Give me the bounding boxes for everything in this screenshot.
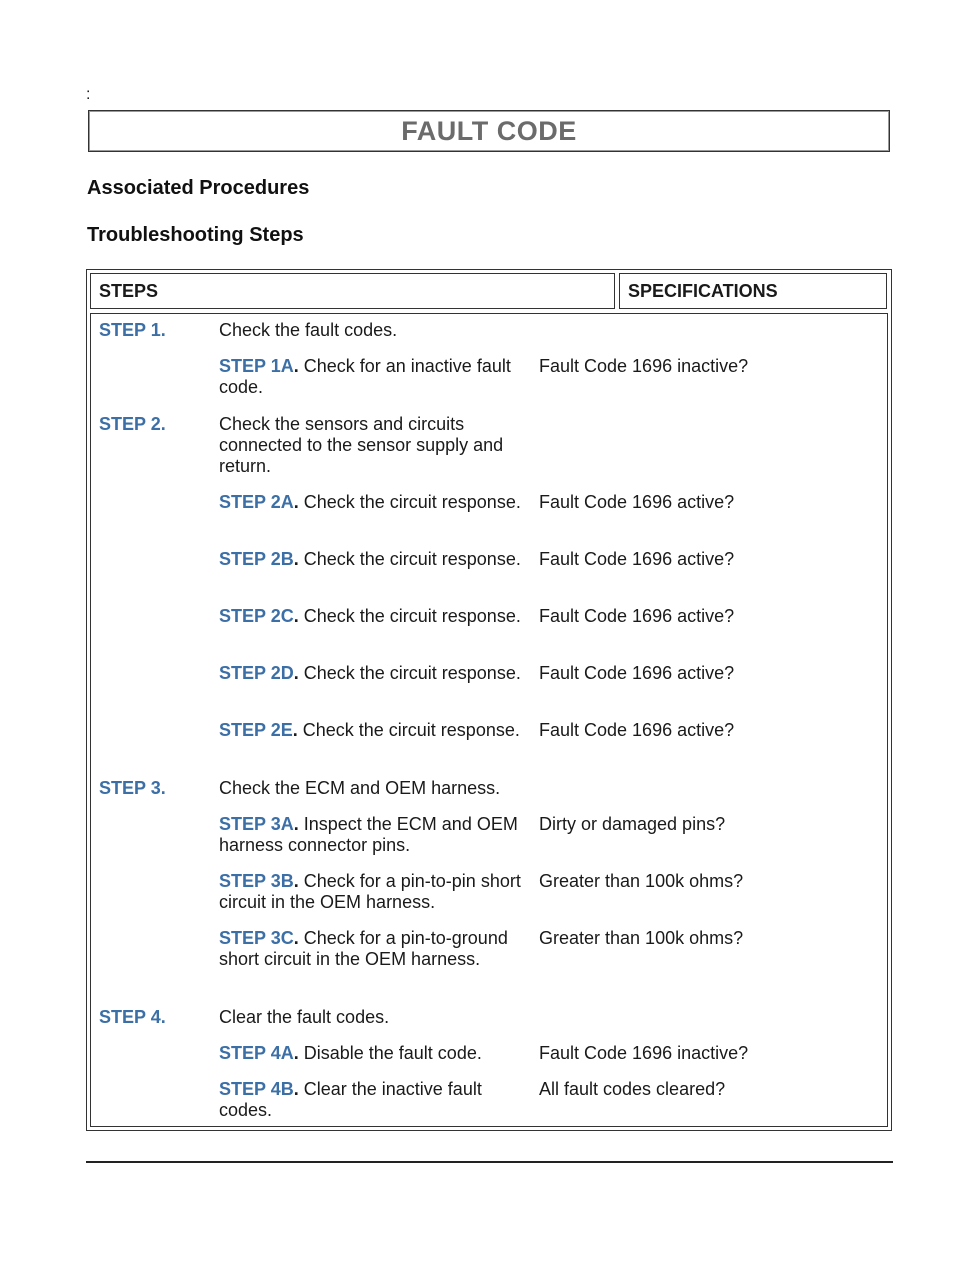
specifications-column-header: SPECIFICATIONS [619, 273, 887, 309]
substep-description: Check for a pin-to-ground short circuit in the OEM harness. [219, 928, 508, 969]
specification-text: Fault Code 1696 active? [539, 492, 735, 512]
substep-description: Check the circuit response. [302, 720, 520, 740]
step-text: STEP 2B. Check the circuit response. [219, 549, 521, 569]
title-box [88, 110, 890, 152]
substep-id: STEP 2C [219, 606, 294, 626]
substep-id: STEP 2A [219, 492, 294, 512]
substep-description: Check the circuit response. [303, 492, 521, 512]
specification-text: Greater than 100k ohms? [539, 871, 744, 891]
substep-id: STEP 1A [219, 356, 294, 376]
steps-column-header: STEPS [90, 273, 615, 309]
substep-description: Check for a pin-to-pin short circuit in the OEM harness. [219, 871, 521, 912]
step-text: Check the ECM and OEM harness. [219, 778, 501, 798]
step-id: STEP 1. [99, 320, 166, 340]
substep-id: STEP 3B [219, 871, 294, 891]
substep-id: STEP 2E [219, 720, 293, 740]
step-text: Check the sensors and circuits connected to the sensor supply and return. [219, 414, 504, 476]
specification-text: Fault Code 1696 active? [539, 549, 735, 569]
substep-id: STEP 2D [219, 663, 294, 683]
substep-id: STEP 2B [219, 549, 294, 569]
substep-description: Disable the fault code. [303, 1043, 482, 1063]
substep-description: Clear the inactive fault codes. [219, 1079, 482, 1120]
substep-description: Check the circuit response. [303, 606, 521, 626]
step-text: STEP 2C. Check the circuit response. [219, 606, 521, 626]
step-text: STEP 1A. Check for an inactive fault code. [219, 356, 511, 397]
associated-procedures-heading: Associated Procedures [87, 177, 310, 199]
substep-id: STEP 3A [219, 814, 294, 834]
substep-description: Check the circuit response. [303, 549, 521, 569]
step-id: STEP 3. [99, 778, 166, 798]
specification-text: Fault Code 1696 inactive? [539, 356, 749, 376]
substep-id: STEP 4B [219, 1079, 294, 1099]
step-id: STEP 4. [99, 1007, 166, 1027]
specification-text: Fault Code 1696 active? [539, 606, 735, 626]
specification-text: Fault Code 1696 active? [539, 720, 735, 740]
step-text: STEP 3B. Check for a pin-to-pin short circuit in the OEM harness. [219, 871, 521, 912]
step-text: STEP 3A. Inspect the ECM and OEM harness connector pins. [219, 814, 518, 855]
leading-colon: : [86, 86, 91, 103]
table-body [90, 313, 888, 1127]
page-title: FAULT CODE [401, 115, 577, 146]
step-text: Check the fault codes. [219, 320, 398, 340]
substep-description: Check the circuit response. [303, 663, 521, 683]
specification-text: Greater than 100k ohms? [539, 928, 744, 948]
step-text: STEP 2D. Check the circuit response. [219, 663, 521, 683]
substep-description: Inspect the ECM and OEM harness connector pins. [219, 814, 518, 855]
step-text: STEP 2A. Check the circuit response. [219, 492, 521, 512]
substep-id: STEP 3C [219, 928, 294, 948]
substep-description: Check for an inactive fault code. [219, 356, 511, 397]
step-id: STEP 2. [99, 414, 166, 434]
specification-text: All fault codes cleared? [539, 1079, 726, 1099]
troubleshooting-steps-heading: Troubleshooting Steps [87, 224, 304, 246]
specification-text: Fault Code 1696 inactive? [539, 1043, 749, 1063]
step-text: STEP 4B. Clear the inactive fault codes. [219, 1079, 482, 1120]
step-text: STEP 3C. Check for a pin-to-ground short circuit in the OEM harness. [219, 928, 508, 969]
step-text: Clear the fault codes. [219, 1007, 390, 1027]
specification-text: Fault Code 1696 active? [539, 663, 735, 683]
specification-text: Dirty or damaged pins? [539, 814, 726, 834]
step-text: STEP 4A. Disable the fault code. [219, 1043, 482, 1063]
step-text: STEP 2E. Check the circuit response. [219, 720, 520, 740]
substep-id: STEP 4A [219, 1043, 294, 1063]
bottom-divider [86, 1161, 893, 1163]
troubleshooting-table [86, 269, 892, 1131]
